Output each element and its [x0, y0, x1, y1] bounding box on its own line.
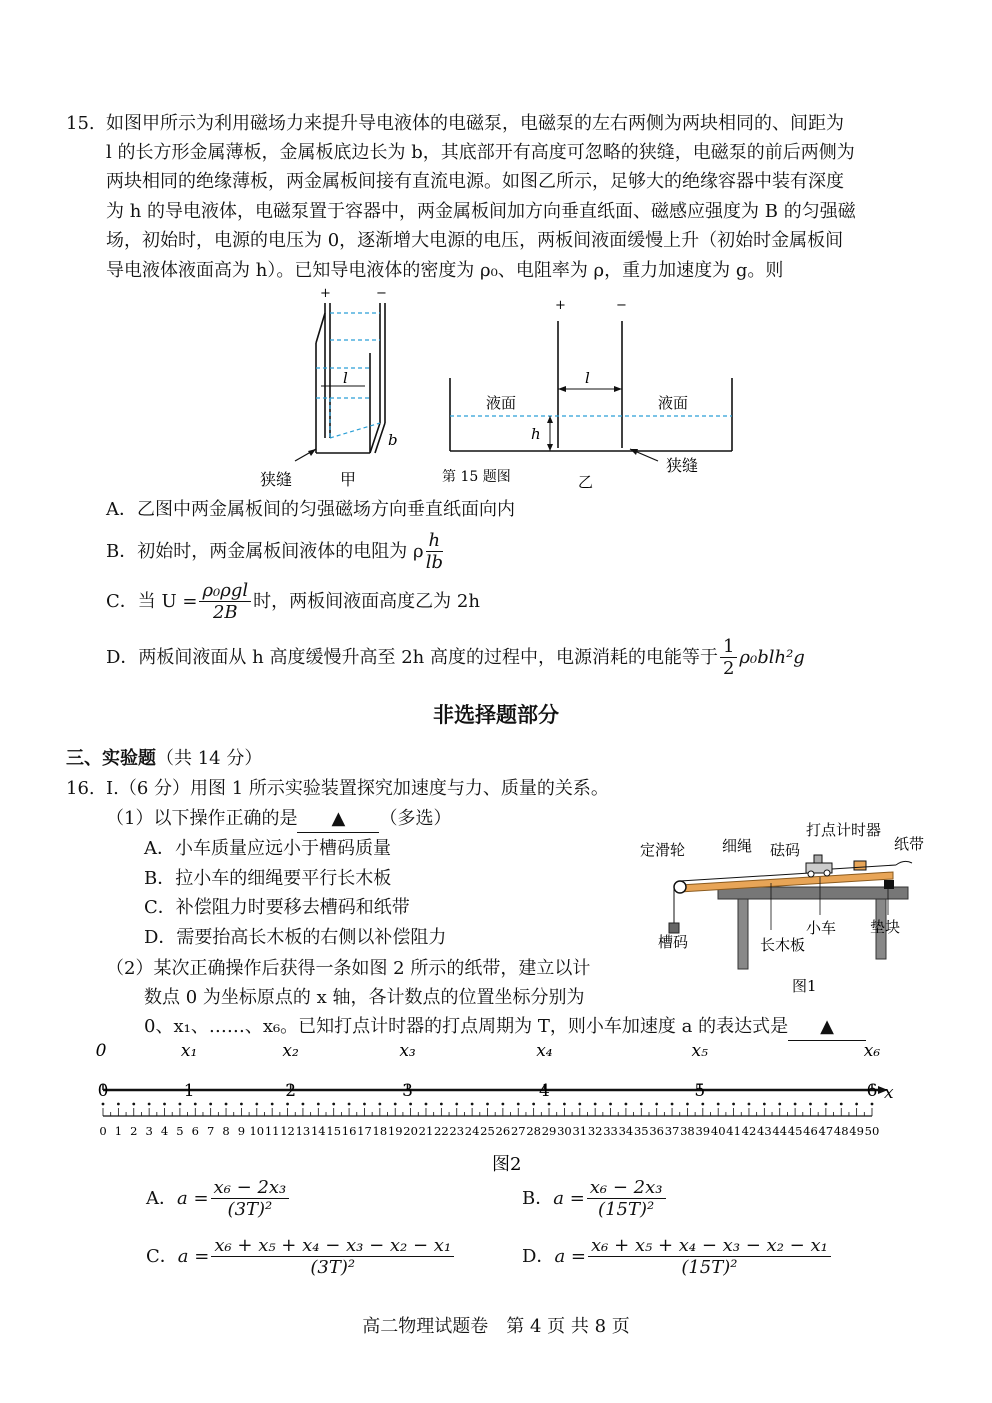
fraction-numerator: 1	[720, 637, 737, 658]
tape-dot	[640, 1103, 643, 1106]
tape-dot	[302, 1103, 305, 1106]
ruler-number: 12	[280, 1124, 295, 1138]
tape-dot	[594, 1103, 597, 1106]
tape-dot	[378, 1103, 381, 1106]
q16-answer-c	[146, 1233, 456, 1281]
fig1-label-cart: 小车	[806, 919, 837, 937]
tape-dot	[794, 1103, 797, 1106]
fraction-denominator: 2	[722, 657, 735, 679]
fraction-denominator: 2B	[212, 601, 238, 623]
answer-d-fraction	[588, 1236, 831, 1279]
q15-line-4: 为 h 的导电液体，电磁泵置于容器中，两金属板间加方向垂直纸面、磁感应强度为 B 的匀强磁	[106, 201, 856, 222]
answer-d-label: D．	[522, 1246, 555, 1267]
tape-dot	[225, 1103, 228, 1106]
section-3-heading	[66, 746, 262, 772]
tape-dot	[240, 1103, 243, 1106]
answer-a-fraction	[211, 1178, 290, 1221]
ruler-number: 33	[603, 1124, 618, 1138]
q15-option-b-text: B．初始时，两金属板间液体的电阻为 ρ	[106, 541, 424, 562]
tape-dot	[732, 1103, 735, 1106]
tape-dot	[332, 1103, 335, 1106]
q16-sub2-blank: ▲	[788, 1014, 866, 1041]
section-3-title: 三、实验题	[66, 748, 156, 769]
counting-point-position-label: x₄	[536, 1041, 553, 1061]
yi-label: 乙	[578, 473, 594, 491]
ruler-number: 11	[264, 1124, 280, 1138]
tape-dot	[271, 1103, 274, 1106]
ruler-number: 5	[176, 1124, 184, 1138]
ruler-number: 31	[572, 1124, 588, 1138]
q16-sub1-blank: ▲	[297, 806, 379, 833]
plus-jia: +	[320, 286, 331, 301]
q16-sub1-option-b: B．拉小车的细绳要平行长木板	[144, 868, 392, 889]
tape-dot	[194, 1103, 197, 1106]
tape-dot	[548, 1103, 551, 1106]
ruler-number: 40	[710, 1124, 726, 1138]
q16-number: 16.	[66, 778, 95, 799]
answer-c-label: C．	[146, 1246, 178, 1267]
q16-answer-b	[522, 1175, 668, 1223]
counting-point-position-label: x₃	[399, 1041, 416, 1061]
ruler-number: 2	[130, 1124, 138, 1138]
q15-option-d-prefix: D．两板间液面从 h 高度缓慢升高至 2h 高度的过程中，电源消耗的电能等于	[106, 647, 718, 668]
q16-figure-2	[90, 1038, 910, 1178]
q16-sub2-line-1: （2）某次正确操作后获得一条如图 2 所示的纸带，建立以计	[106, 958, 591, 979]
q16-sub1-option-a: A．小车质量应远小于槽码质量	[144, 838, 391, 859]
ruler-number: 19	[387, 1124, 403, 1138]
ruler-number: 18	[372, 1124, 388, 1138]
ruler-number: 29	[541, 1124, 557, 1138]
tape-dot	[655, 1103, 658, 1106]
ruler-number: 13	[295, 1124, 311, 1138]
label-b-jia: b	[388, 431, 398, 449]
answer-c-eq: a =	[177, 1246, 210, 1267]
ruler-number: 27	[510, 1124, 526, 1138]
tape-dot	[255, 1103, 258, 1106]
ruler-number: 20	[403, 1124, 418, 1138]
ruler-number: 50	[864, 1124, 880, 1138]
page-footer: 高二物理试题卷 第 4 页 共 8 页	[362, 1316, 630, 1337]
ruler-number: 6	[191, 1124, 199, 1138]
tape-dot	[701, 1103, 704, 1106]
axis-x-label: x	[884, 1083, 894, 1103]
tape-dot	[117, 1103, 120, 1106]
ruler-number: 25	[480, 1124, 495, 1138]
ruler-number: 45	[787, 1124, 803, 1138]
fraction-denominator: (3T)²	[310, 1256, 356, 1278]
fraction-denominator: (3T)²	[227, 1198, 273, 1220]
tape-dot	[578, 1103, 581, 1106]
tape-dot	[148, 1103, 151, 1106]
counting-point-index-label: 6	[866, 1081, 878, 1101]
tape-dot	[209, 1103, 212, 1106]
q15-option-c	[106, 580, 480, 624]
tape-dot	[840, 1103, 843, 1106]
counting-point-index-label: 2	[285, 1081, 297, 1101]
tape-dot	[501, 1103, 504, 1106]
ruler-number: 30	[557, 1124, 572, 1138]
q16-sub1-option-d: D．需要抬高长木板的右侧以补偿阻力	[144, 927, 447, 948]
q15-option-d-suffix: ρ₀blh²g	[739, 647, 805, 668]
tape-dot	[517, 1103, 520, 1106]
minus-yi: −	[616, 298, 627, 313]
q15-line-1: 如图甲所示为利用磁场力来提升导电液体的电磁泵，电磁泵的左右两侧为两块相同的、间距为	[106, 113, 844, 134]
q15-line-2: l 的长方形金属薄板，金属板底边长为 b，其底部开有高度可忽略的狭缝，电磁泵的前后两侧为	[106, 142, 855, 163]
minus-jia: −	[376, 286, 387, 301]
counting-point-index-label: 4	[538, 1081, 550, 1101]
fig2-caption: 图2	[492, 1154, 522, 1175]
q15-line-5: 场，初始时，电源的电压为 0，逐渐增大电源的电压，两板间液面缓慢上升（初始时金属板间	[106, 230, 844, 251]
counting-point-index-label: 3	[402, 1081, 413, 1101]
counting-point-position-label: x₁	[180, 1041, 198, 1061]
fraction-numerator: x₆ − 2x₃	[211, 1178, 290, 1199]
label-l-jia: l	[343, 369, 348, 387]
answer-b-fraction	[587, 1178, 666, 1221]
ruler-number: 15	[326, 1124, 342, 1138]
q16-sub1	[106, 806, 451, 833]
q16-sub2-line-3-text: 0、x₁、……、x₆。已知打点计时器的打点周期为 T，则小车加速度 a 的表达式是	[144, 1016, 789, 1037]
answer-d-eq: a =	[554, 1246, 586, 1267]
label-l-yi: l	[585, 369, 590, 387]
ruler-number: 3	[145, 1124, 153, 1138]
tape-dot	[855, 1103, 858, 1106]
tape-dot	[363, 1103, 366, 1106]
tape-dot	[425, 1103, 428, 1106]
q15-option-b-fraction	[426, 531, 444, 574]
fig1-label-rope: 细绳	[722, 837, 753, 855]
ruler-number: 49	[849, 1124, 864, 1138]
ruler-number: 16	[341, 1124, 357, 1138]
q15-line-6: 导电液体液面高为 h）。已知导电液体的密度为 ρ₀、电阻率为 ρ，重力加速度为 g。则	[106, 260, 784, 281]
tape-dot	[824, 1103, 827, 1106]
fig1-label-pulley: 定滑轮	[640, 841, 686, 859]
fraction-denominator: lb	[425, 551, 443, 573]
q15-number: 15.	[66, 113, 95, 134]
ruler-number: 28	[526, 1124, 541, 1138]
slit-label-left: 狭缝	[260, 470, 293, 489]
fig1-label-hook-mass: 槽码	[658, 933, 689, 951]
tape-dot	[609, 1103, 612, 1106]
q16-sub2-line-3	[144, 1014, 866, 1041]
tape-dot	[163, 1103, 166, 1106]
ruler-number: 22	[434, 1124, 449, 1138]
section-title: 非选择题部分	[433, 703, 559, 727]
fraction-numerator: x₆ + x₅ + x₄ − x₃ − x₂ − x₁	[588, 1236, 831, 1257]
ruler-number: 23	[449, 1124, 465, 1138]
ruler-number: 32	[587, 1124, 603, 1138]
counting-point-position-label: x₅	[691, 1041, 708, 1061]
q15-option-c-fraction	[199, 581, 251, 624]
tape-dot	[132, 1103, 135, 1106]
fraction-denominator: (15T)²	[681, 1256, 738, 1278]
tape-dot	[686, 1103, 689, 1106]
ruler-number: 8	[222, 1124, 230, 1138]
ruler-number: 26	[495, 1124, 511, 1138]
fig1-label-timer: 打点计时器	[806, 821, 882, 839]
q15-option-a: A．乙图中两金属板间的匀强磁场方向垂直纸面向内	[106, 499, 515, 520]
tape-dot	[625, 1103, 628, 1106]
q16-answer-a	[146, 1175, 291, 1223]
ruler-number: 46	[803, 1124, 818, 1138]
tape-dot	[286, 1103, 289, 1106]
tape-dot	[455, 1103, 458, 1106]
ruler-number: 48	[833, 1124, 849, 1138]
tape-dot	[563, 1103, 566, 1106]
tape-dot	[409, 1103, 412, 1106]
ruler-number: 10	[249, 1124, 265, 1138]
counting-point-index-label: 5	[694, 1081, 706, 1101]
q16-answer-d	[522, 1233, 833, 1281]
tape-dot	[778, 1103, 781, 1106]
fraction-numerator: h	[426, 531, 444, 552]
q15-option-d	[106, 636, 805, 680]
surface-left: 液面	[486, 394, 517, 412]
ruler-number: 9	[237, 1124, 246, 1138]
label-h-yi: h	[531, 425, 541, 443]
tape-dot	[671, 1103, 674, 1106]
tape-dot	[440, 1103, 443, 1106]
fig1-label-tape: 纸带	[894, 835, 925, 853]
q16-sub2-line-2: 数点 0 为坐标原点的 x 轴，各计数点的位置坐标分别为	[144, 987, 585, 1008]
q15-option-c-prefix: C．当 U =	[106, 591, 198, 612]
tape-dot	[179, 1103, 182, 1106]
tape-dot	[486, 1103, 489, 1106]
ruler-number: 14	[310, 1124, 326, 1138]
container-yi	[450, 321, 732, 451]
ruler-number: 36	[649, 1124, 665, 1138]
counting-point-position-label: 0	[95, 1041, 107, 1061]
ruler-number: 34	[618, 1124, 634, 1138]
ruler-number: 17	[357, 1124, 372, 1138]
ruler-number: 4	[160, 1124, 169, 1138]
tape-dot	[102, 1103, 105, 1106]
fraction-numerator: x₆ − 2x₃	[587, 1178, 666, 1199]
ruler-number: 1	[114, 1124, 123, 1138]
q16-intro: I.（6 分）用图 1 所示实验装置探究加速度与力、质量的关系。	[106, 778, 609, 799]
q16-sub1-option-c: C．补偿阻力时要移去槽码和纸带	[144, 897, 410, 918]
answer-a-eq: a =	[177, 1188, 209, 1209]
answer-b-eq: a =	[553, 1188, 585, 1209]
q16-sub1-suffix: （多选）	[379, 808, 452, 829]
surface-right: 液面	[658, 394, 689, 412]
ruler-number: 37	[664, 1124, 680, 1138]
ruler-number: 21	[418, 1124, 434, 1138]
q15-option-b	[106, 530, 445, 574]
plus-yi: +	[555, 298, 566, 313]
counting-point-index-label: 0	[97, 1081, 109, 1101]
fig1-label-board: 长木板	[760, 936, 806, 954]
ruler-number: 24	[464, 1124, 480, 1138]
tape-dot	[348, 1103, 351, 1106]
q15-option-d-fraction	[720, 637, 737, 680]
fraction-numerator: x₆ + x₅ + x₄ − x₃ − x₂ − x₁	[211, 1236, 454, 1257]
q16-figure-1	[638, 815, 938, 1000]
fig1-caption: 图1	[792, 977, 817, 995]
tape-dot	[763, 1103, 766, 1106]
ruler-number: 7	[206, 1124, 215, 1138]
ruler-number: 38	[680, 1124, 695, 1138]
tape-dot	[394, 1103, 397, 1106]
tape-dot	[471, 1103, 474, 1106]
q16-sub1-prefix: （1）以下操作正确的是	[106, 808, 298, 829]
slit-label-right: 狭缝	[666, 456, 699, 475]
pump-jia	[316, 303, 385, 453]
fig1-label-weight: 砝码	[770, 841, 801, 859]
q15-option-c-suffix: 时，两板间液面高度乙为 2h	[253, 591, 480, 612]
ruler-number: 0	[99, 1124, 107, 1138]
ruler-number: 47	[818, 1124, 834, 1138]
tape-dot	[532, 1103, 535, 1106]
ruler-number: 41	[726, 1124, 741, 1138]
ruler-number: 44	[772, 1124, 788, 1138]
counting-point-position-label: x₂	[282, 1041, 299, 1061]
ruler-number: 42	[741, 1124, 757, 1138]
jia-label: 甲	[340, 470, 357, 489]
counting-point-position-label: x₆	[863, 1041, 881, 1061]
tape-dot	[748, 1103, 751, 1106]
ruler-number: 43	[757, 1124, 772, 1138]
section-3-score: （共 14 分）	[156, 748, 263, 769]
tape-dot	[809, 1103, 812, 1106]
tape-dot	[717, 1103, 720, 1106]
fraction-denominator: (15T)²	[598, 1198, 655, 1220]
caption-15: 第 15 题图	[442, 469, 511, 485]
answer-a-label: A．	[146, 1188, 177, 1209]
q15-figure	[250, 283, 750, 493]
answer-b-label: B．	[522, 1188, 554, 1209]
ruler-number: 35	[633, 1124, 649, 1138]
tape-dot	[871, 1103, 874, 1106]
counting-point-index-label: 1	[183, 1081, 195, 1101]
ruler-number: 39	[695, 1124, 711, 1138]
fig1-label-block: 垫块	[870, 918, 901, 936]
tape-dot	[317, 1103, 320, 1106]
fraction-numerator: ρ₀ρgl	[199, 581, 251, 602]
answer-c-fraction	[211, 1236, 454, 1279]
q15-line-3: 两块相同的绝缘薄板，两金属板间接有直流电源。如图乙所示，足够大的绝缘容器中装有深度	[106, 171, 844, 192]
